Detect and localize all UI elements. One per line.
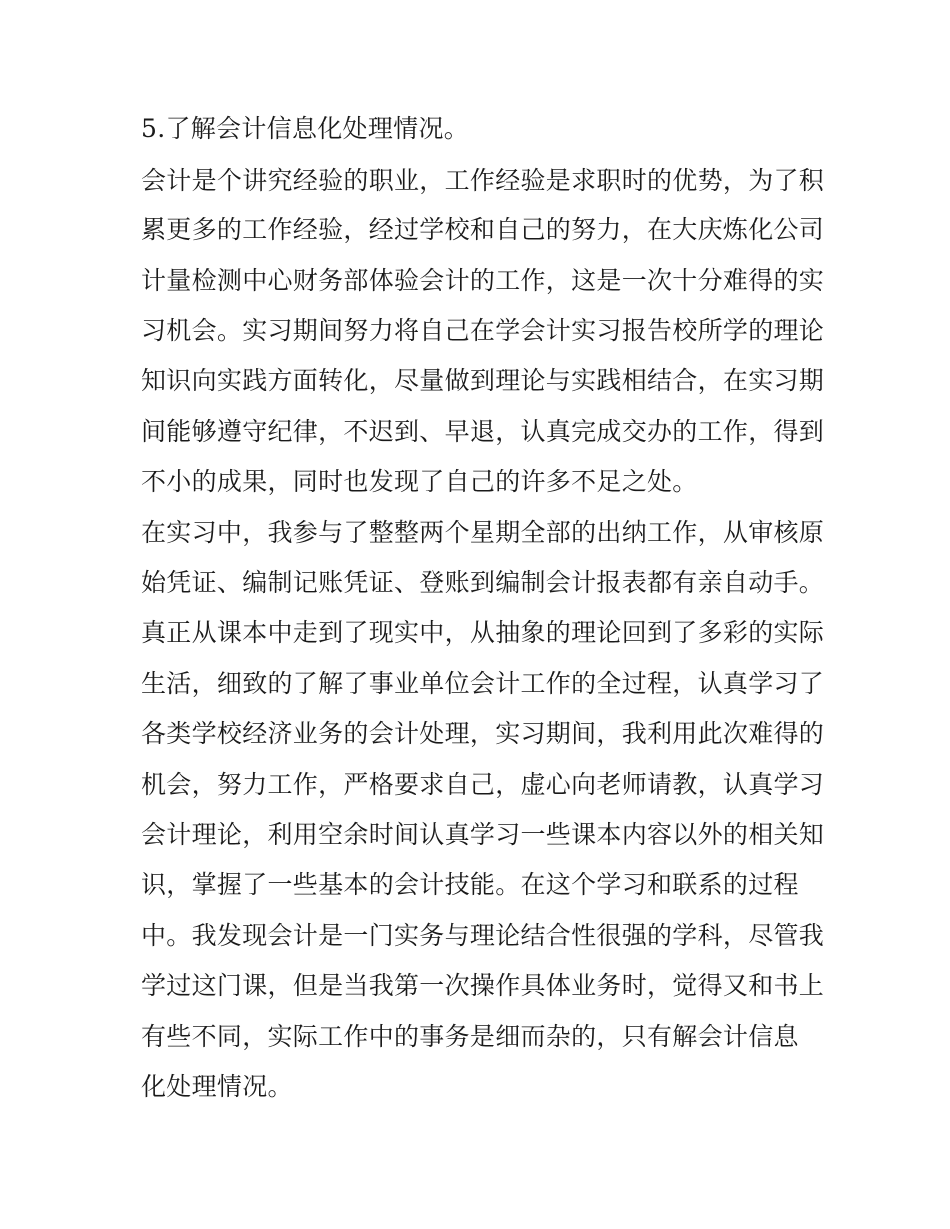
text-line: 识，掌握了一些基本的会计技能。在这个学习和联系的过程 [141,870,799,899]
text-line: 累更多的工作经验，经过学校和自己的努力，在大庆炼化公司 [141,215,825,244]
text-line: 会计理论，利用空余时间认真学习一些课本内容以外的相关知 [141,820,825,849]
text-line: 习机会。实习期间努力将自己在学会计实习报告校所学的理论 [141,316,825,345]
text-line: 计量检测中心财务部体验会计的工作，这是一次十分难得的实 [141,266,825,295]
text-line: 化处理情况。 [141,1072,293,1101]
text-line: 有些不同，实际工作中的事务是细而杂的，只有解会计信息 [141,1022,799,1051]
text-line: 间能够遵守纪律，不迟到、早退，认真完成交办的工作，得到 [141,417,825,446]
text-line: 中。我发现会计是一门实务与理论结合性很强的学科，尽管我 [141,921,825,950]
text-line: 5.了解会计信息化处理情况。 [141,114,470,143]
text-line: 会计是个讲究经验的职业，工作经验是求职时的优势，为了积 [141,166,825,195]
text-line: 生活，细致的了解了事业单位会计工作的全过程，认真学习了 [141,669,825,698]
text-line: 机会，努力工作，严格要求自己，虚心向老师请教，认真学习 [141,770,825,799]
text-line: 学过这门课，但是当我第一次操作具体业务时，觉得又和书上 [141,971,825,1000]
text-line: 不小的成果，同时也发现了自己的许多不足之处。 [141,467,698,496]
text-line: 在实习中，我参与了整整两个星期全部的出纳工作，从审核原 [141,518,825,547]
text-line: 各类学校经济业务的会计处理，实习期间，我利用此次难得的 [141,719,825,748]
text-line: 知识向实践方面转化，尽量做到理论与实践相结合，在实习期 [141,366,825,395]
text-line: 真正从课本中走到了现实中，从抽象的理论回到了多彩的实际 [141,618,825,647]
text-line: 始凭证、编制记账凭证、登账到编制会计报表都有亲自动手。 [141,568,825,597]
